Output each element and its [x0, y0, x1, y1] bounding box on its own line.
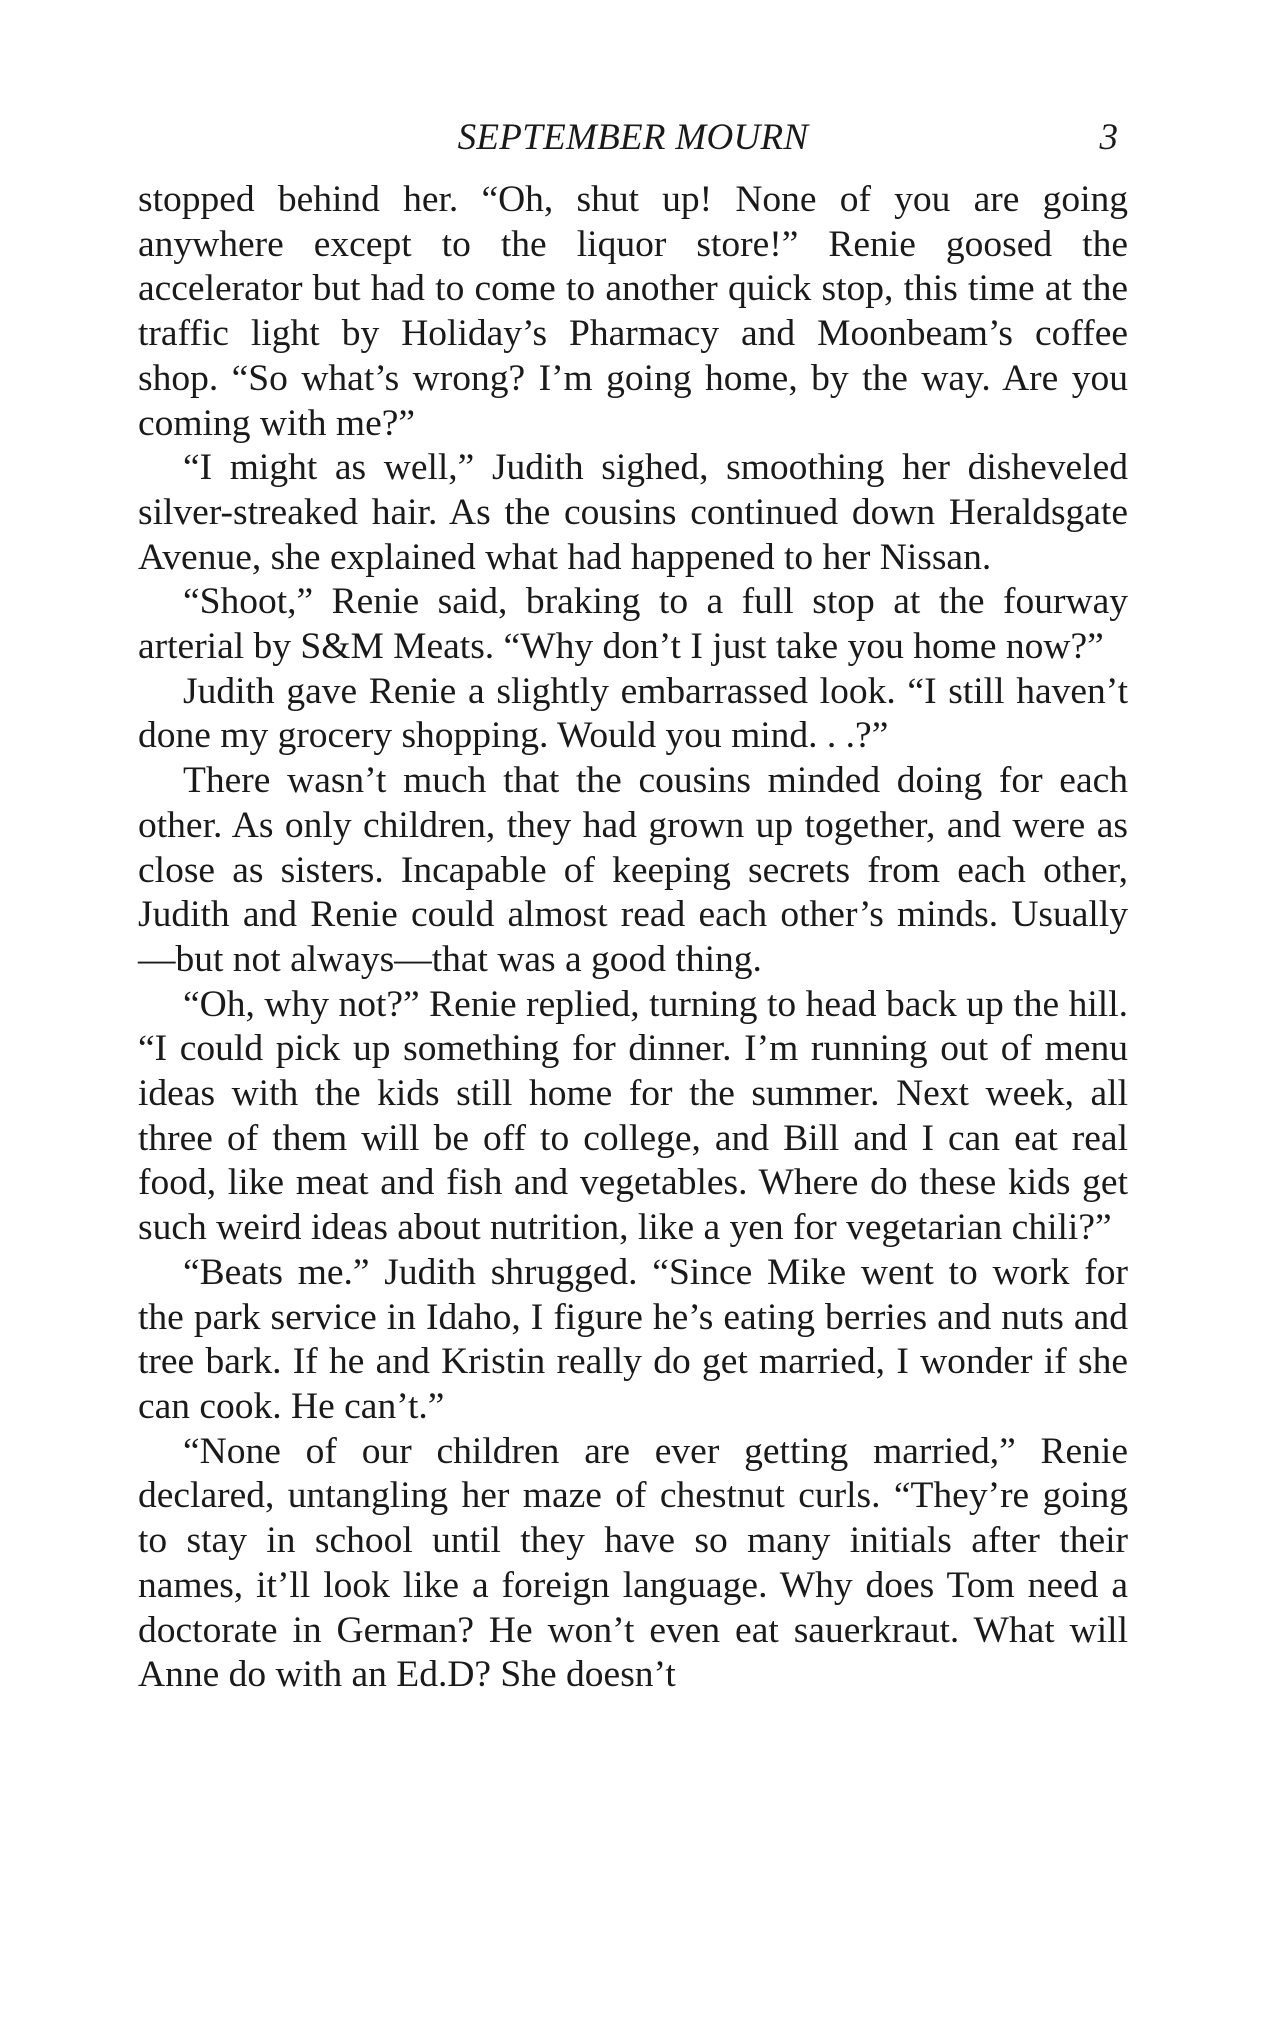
paragraph: “Shoot,” Renie said, braking to a full stop at the fourway arterial by S&M Meats. “Why don’t I just take you home now?” [138, 581, 1128, 668]
page-number: 3 [1099, 117, 1118, 158]
paragraph: Judith gave Renie a slightly embarrassed look. “I still haven’t done my grocery shopping. Would you mind. . .?” [138, 670, 1128, 757]
running-head [138, 108, 1128, 168]
running-title: SEPTEMBER MOURN [457, 117, 809, 158]
paragraph: “None of our children are ever getting married,” Renie declared, untangling her maze of chestnut curls. “They’re going to stay in school until they have so many initials after their names, it’ll look like a foreign language. Why does Tom need a doctorate in German? He won’t even eat sauerkraut. What will Anne do with an Ed.D? She doesn’t [138, 1430, 1128, 1696]
paragraph: “Oh, why not?” Renie replied, turning to head back up the hill. “I could pick up something for dinner. I’m running out of menu ideas with the kids still home for the summer. Next week, all three of them will be off to college, and Bill and I can eat real food, like meat and fish and vegetables. Where do these kids get such weird ideas about nutrition, like a yen for vegetarian chili?” [138, 983, 1128, 1249]
paragraph: There wasn’t much that the cousins minded doing for each other. As only children, they had grown up together, and were as close as sisters. Incapable of keeping secrets from each other, Judith and Renie could almost read each other’s minds. Usually—but not always—that was a good thing. [138, 760, 1128, 980]
body-text [138, 178, 1128, 1698]
paragraph: “Beats me.” Judith shrugged. “Since Mike went to work for the park service in Idaho, I figure he’s eating berries and nuts and tree bark. If he and Kristin really do get married, I wonder if she can cook. He can’t.” [138, 1251, 1128, 1427]
paragraph: “I might as well,” Judith sighed, smoothing her disheveled silver-streaked hair. As the cousins continued down Heraldsgate Avenue, she explained what had happened to her Nissan. [138, 447, 1128, 578]
paragraph: stopped behind her. “Oh, shut up! None of you are going anywhere except to the liquor store!” Renie goosed the accelerator but had to come to another quick stop, this time at the traffic light by Holiday’s Pharmacy and Moonbeam’s coffee shop. “So what’s wrong? I’m going home, by the way. Are you coming with me?” [138, 179, 1128, 444]
